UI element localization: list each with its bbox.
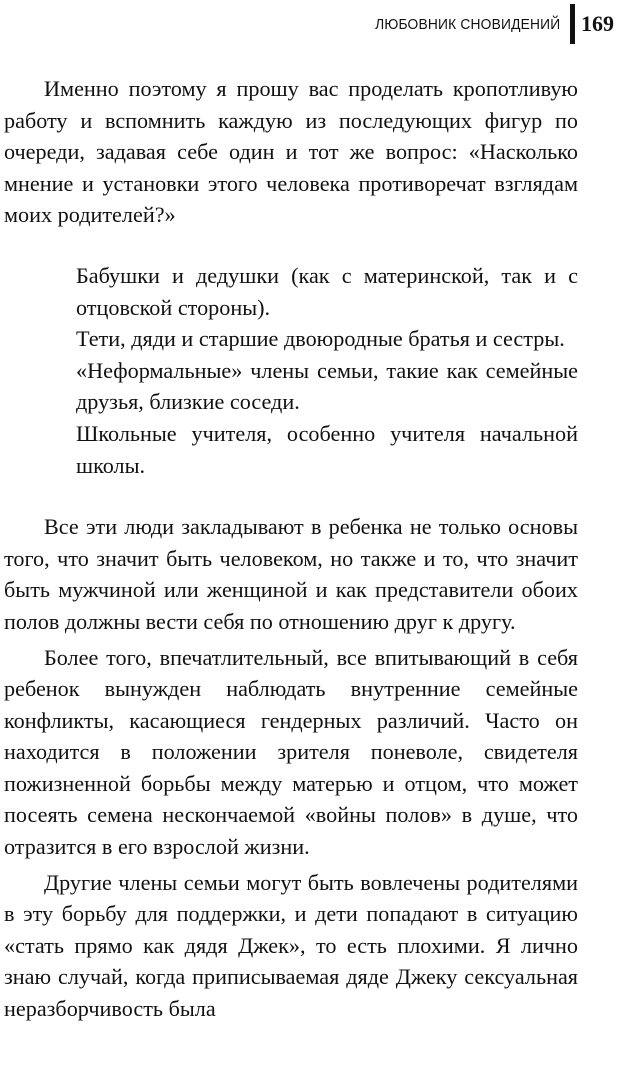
header-divider	[570, 4, 575, 44]
list-item: «Неформальные» члены семьи, такие как семейные друзья, близкие соседи.	[76, 357, 578, 415]
page-header	[359, 4, 614, 44]
page-body	[4, 73, 578, 1025]
intro-paragraph: Именно поэтому я прошу вас проделать кропотливую работу и вспомнить каждую из последующих фигур по очереди, задавая себе один и тот же вопрос: «Насколько мнение и установки этого человека противоречат взглядам моих родителей?»	[4, 76, 578, 228]
list-item: Тети, дяди и старшие двоюродные братья и сестры.	[76, 326, 565, 352]
paragraph-family-conflicts: Более того, впечатлительный, все впитывающий в себя ребенок вынужден наблюдать внутренние семейные конфликты, касающиеся гендерных различий. Часто он находится в положении зрителя поневоле, свидетеля пожизненной борьбы между матерью и отцом, что может посеять семена нескончаемой «войны полов» в душе, что отразится в его взрослой жизни.	[4, 644, 578, 860]
paragraph-uncle-jack: Другие члены семьи могут быть вовлечены родителями в эту борьбу для поддержки, и дети попадают в ситуацию «стать прямо как дядя Джек», то есть плохими. Я лично знаю случай, когда приписываемая дяде Джеку сексуальная неразборчивость была	[4, 869, 578, 1022]
list-item: Бабушки и дедушки (как с материнской, так и с отцовской стороны).	[76, 262, 578, 320]
list-item: Школьные учителя, особенно учителя начальной школы.	[76, 420, 578, 478]
page-number: 169	[581, 11, 614, 36]
figures-list	[76, 260, 578, 481]
running-title: ЛЮБОВНИК СНОВИДЕНИЙ	[374, 15, 560, 33]
paragraph-people-influence: Все эти люди закладывают в ребенка не только основы того, что значит быть человеком, но также и то, что значит быть мужчиной или женщиной и как представители обоих полов должны вести себя по отношению друг к другу.	[4, 514, 578, 634]
